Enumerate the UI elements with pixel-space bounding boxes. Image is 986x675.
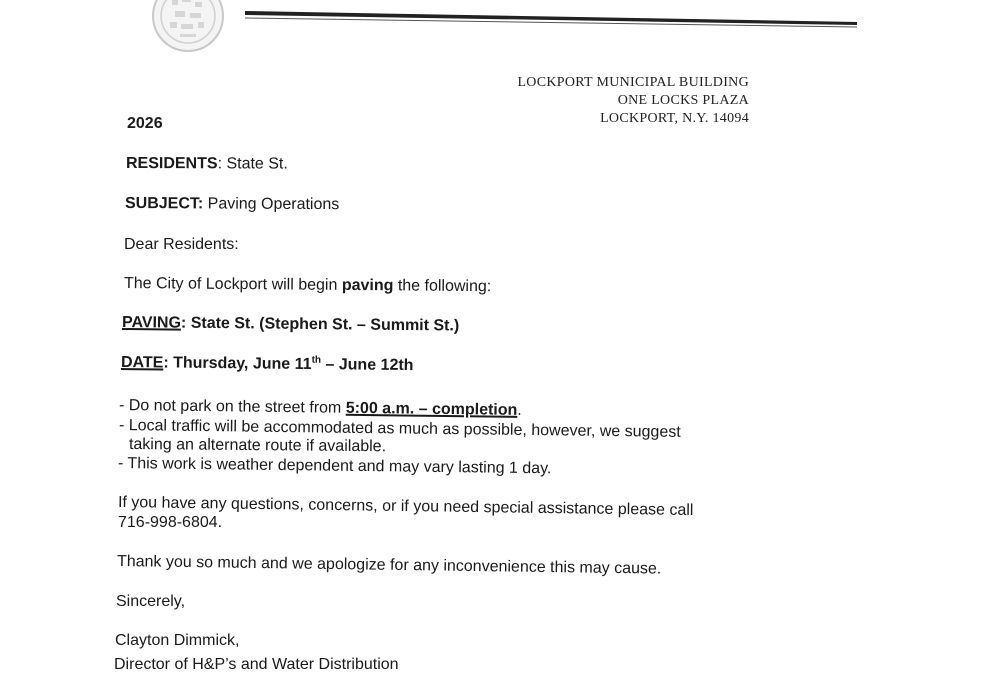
bullet-weather: - This work is weather dependent and may vary lasting 1 day. (117, 455, 552, 478)
residents-label: RESIDENTS (125, 155, 218, 173)
municipal-address (517, 74, 749, 128)
salutation: Dear Residents: (124, 236, 239, 253)
intro-bold: paving (341, 276, 394, 295)
address-line-plaza: ONE LOCKS PLAZA (617, 93, 749, 108)
date-value-end: – June 12th (320, 356, 414, 375)
closing: Sincerely, (116, 593, 186, 610)
bullet-no-parking (119, 397, 522, 420)
subject-label: SUBJECT: (124, 195, 204, 213)
bullet-no-parking-time: 5:00 a.m. – completion (345, 399, 518, 419)
date-value: : Thursday, June 11 (163, 354, 312, 373)
subject-line (125, 195, 339, 214)
residents-line (126, 155, 288, 174)
header-rule (245, 10, 857, 30)
date-superscript: th (311, 354, 322, 366)
bullet-no-parking-end: . (517, 401, 522, 419)
address-line-building: LOCKPORT MUNICIPAL BUILDING (517, 75, 749, 90)
date-line (121, 354, 414, 375)
bullet-local-traffic-cont: taking an alternate route if available. (128, 436, 387, 456)
signer-name: Clayton Dimmick, (115, 632, 240, 649)
intro-text: The City of Lockport will begin (123, 275, 342, 294)
subject-value: Paving Operations (203, 195, 340, 214)
paving-line (122, 314, 459, 336)
paving-value: : State St. (Stephen St. – Summit St.) (180, 314, 460, 335)
signer-title: Director of H&P’s and Water Distribution (114, 656, 399, 673)
contact-phone: 716-998-6804. (118, 514, 223, 531)
contact-paragraph: If you have any questions, concerns, or if you need special assistance please call (117, 494, 694, 520)
bullet-local-traffic: - Local traffic will be accommodated as much as possible, however, we suggest (118, 417, 681, 441)
bullet-no-parking-text: - Do not park on the street from (118, 397, 346, 417)
paving-label: PAVING (121, 314, 182, 332)
city-seal-icon (150, 0, 226, 56)
letter-year: 2026 (127, 115, 163, 132)
residents-value: : State St. (217, 155, 288, 173)
date-label: DATE (120, 354, 164, 372)
address-line-city: LOCKPORT, N.Y. 14094 (600, 111, 749, 126)
intro-text-after: the following: (393, 277, 492, 296)
thanks-paragraph: Thank you so much and we apologize for any inconvenience this may cause. (116, 553, 662, 578)
intro-paragraph (124, 275, 491, 296)
